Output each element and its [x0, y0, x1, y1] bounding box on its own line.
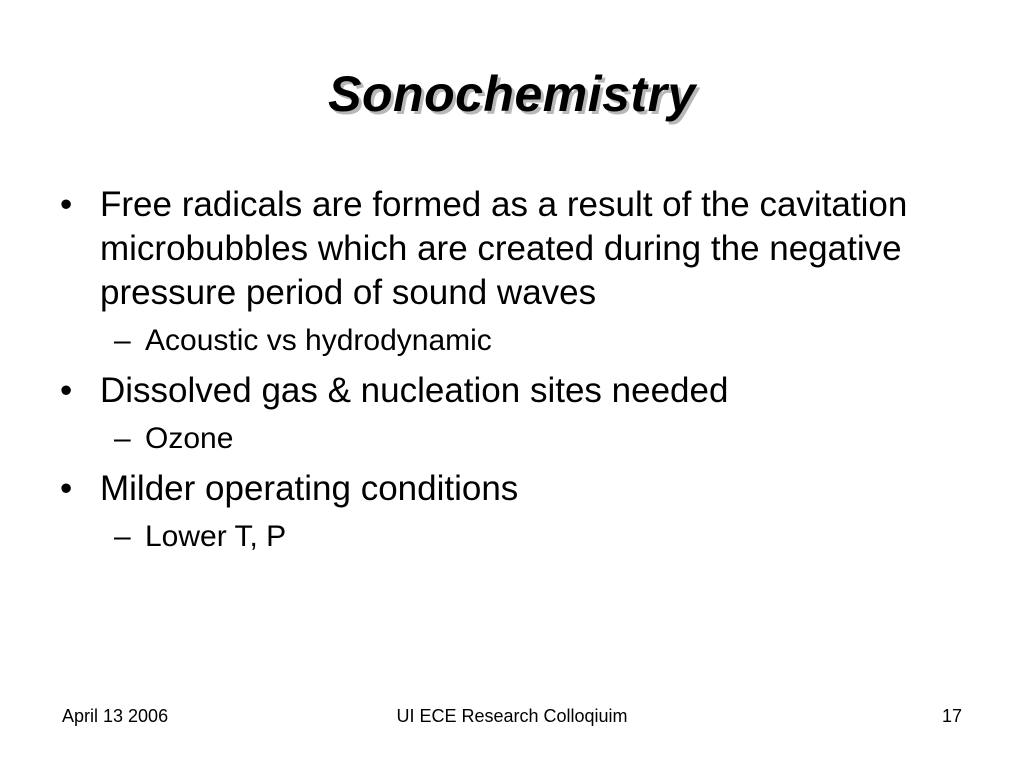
bullet-marker: •: [60, 469, 73, 508]
bullet-text: Dissolved gas & nucleation sites needed: [100, 371, 729, 410]
slide-title: Sonochemistry: [328, 66, 696, 122]
sub-bullet-text: Acoustic vs hydrodynamic: [145, 324, 492, 357]
bullet-item: [60, 369, 960, 413]
sub-bullet-text: Ozone: [145, 422, 234, 455]
bullet-marker: •: [60, 185, 73, 224]
bullet-marker: •: [60, 371, 73, 410]
footer-date: April 13 2006: [62, 706, 169, 726]
slide-body: [60, 183, 960, 565]
sub-bullet-marker: –: [114, 422, 131, 455]
bullet-text: Milder operating conditions: [100, 469, 519, 508]
footer-event-title: UI ECE Research Colloqiuim: [396, 706, 628, 726]
sub-bullet-marker: –: [114, 520, 131, 553]
bullet-item: [60, 183, 960, 315]
sub-bullet-item: [60, 419, 960, 459]
sub-bullet-item: [60, 321, 960, 361]
sub-bullet-item: [60, 517, 960, 557]
sub-bullet-marker: –: [114, 324, 131, 357]
bullet-text: Free radicals are formed as a result of the cavitation microbubbles which are created during the negative pressure period of sound waves: [100, 185, 908, 312]
sub-bullet-text: Lower T, P: [145, 520, 287, 553]
bullet-item: [60, 467, 960, 511]
footer-page-number: 17: [941, 706, 962, 726]
